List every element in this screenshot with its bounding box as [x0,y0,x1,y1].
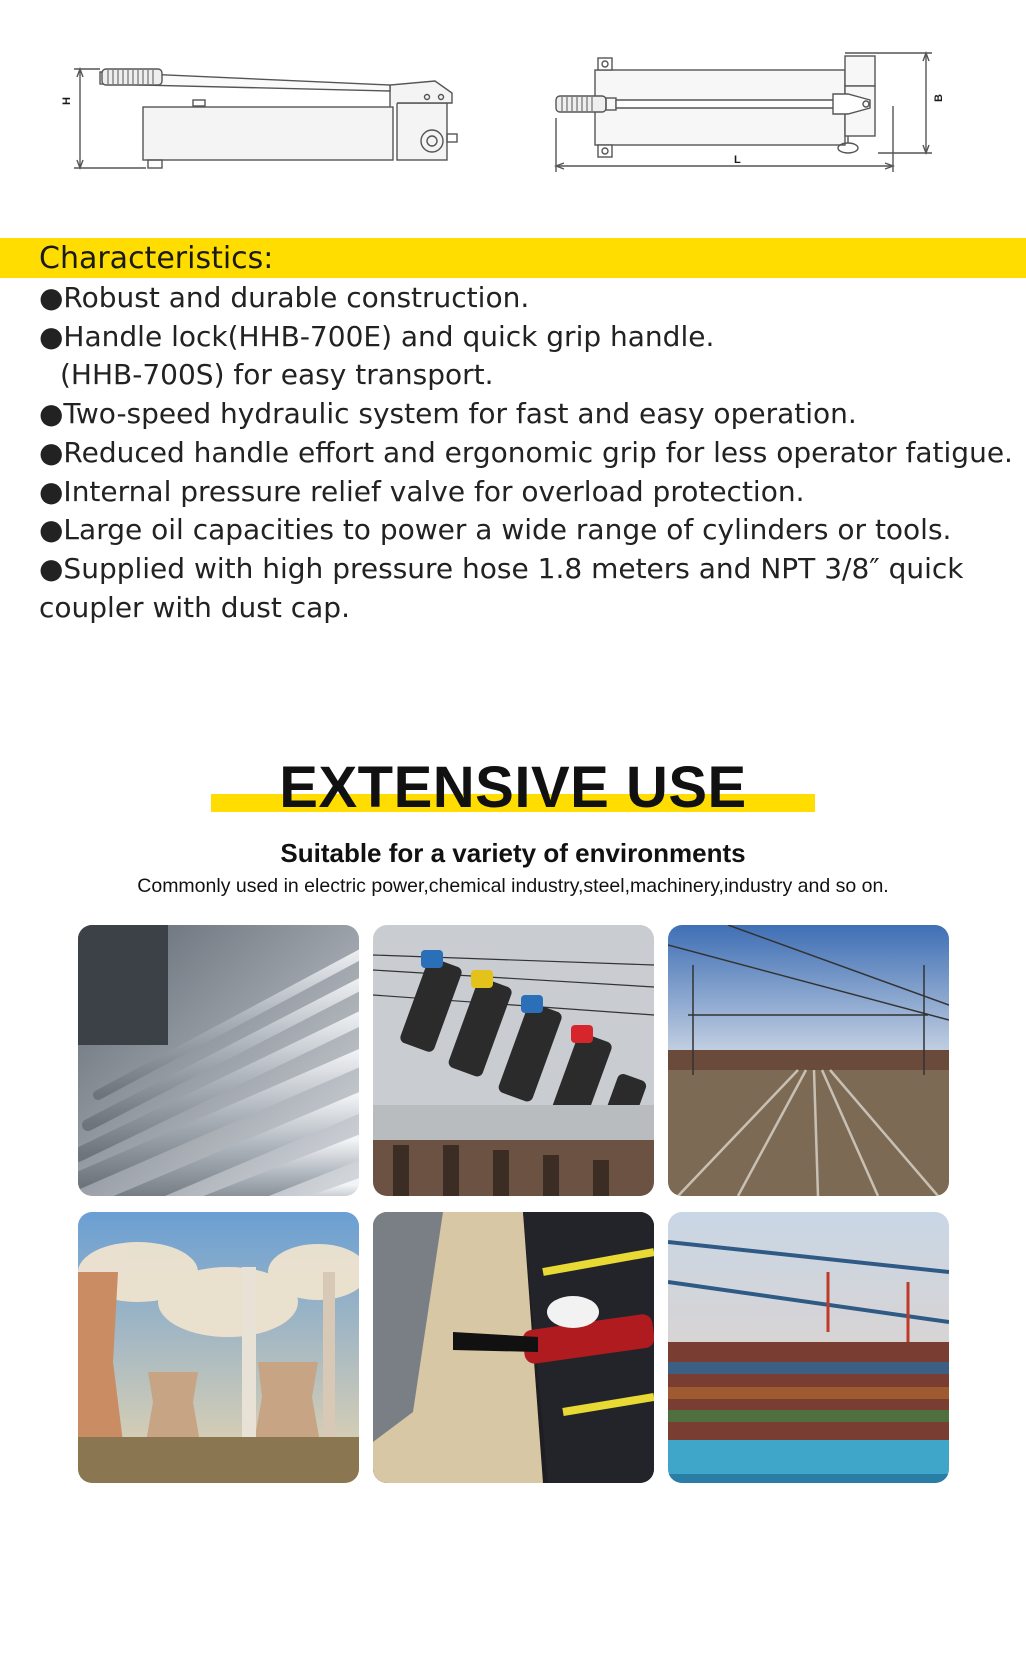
pump-top-view-drawing [548,48,968,183]
dimension-label-l: L [734,154,741,166]
list-item-continuation: (HHB-700S) for easy transport. [60,358,494,392]
photo-power-plant [78,1212,359,1483]
photo-pipelines [78,925,359,1196]
photo-rescue-tool [373,1212,654,1483]
list-item: ●Reduced handle effort and ergonomic grip for less operator fatigue. [39,435,1013,469]
list-item: ●Large oil capacities to power a wide range of cylinders or tools. [39,513,952,547]
extensive-use-description: Commonly used in electric power,chemical industry,steel,machinery,industry and so on. [137,875,889,897]
list-item: ●Two-speed hydraulic system for fast and easy operation. [39,397,857,431]
photo-railway-tracks [668,925,949,1196]
list-item: ●Supplied with high pressure hose 1.8 meters and NPT 3/8″ quick coupler with dust cap. [39,551,964,624]
photo-container-port [668,1212,949,1483]
dimension-label-h: H [60,97,73,105]
list-item: ●Robust and durable construction. [39,281,530,314]
extensive-use-subtitle: Suitable for a variety of environments [280,838,746,868]
characteristics-list [39,279,1013,627]
characteristics-title: Characteristics: [39,241,274,276]
list-item: ●Internal pressure relief valve for overload protection. [39,474,805,508]
pump-side-view-drawing [60,55,480,180]
extensive-use-title: EXTENSIVE USE [279,755,747,820]
list-item-text: ●Handle lock(HHB-700E) and quick grip handle. [39,319,715,353]
dimension-label-b: B [932,94,945,102]
photo-electrical-insulators [373,925,654,1196]
list-item [39,318,999,395]
